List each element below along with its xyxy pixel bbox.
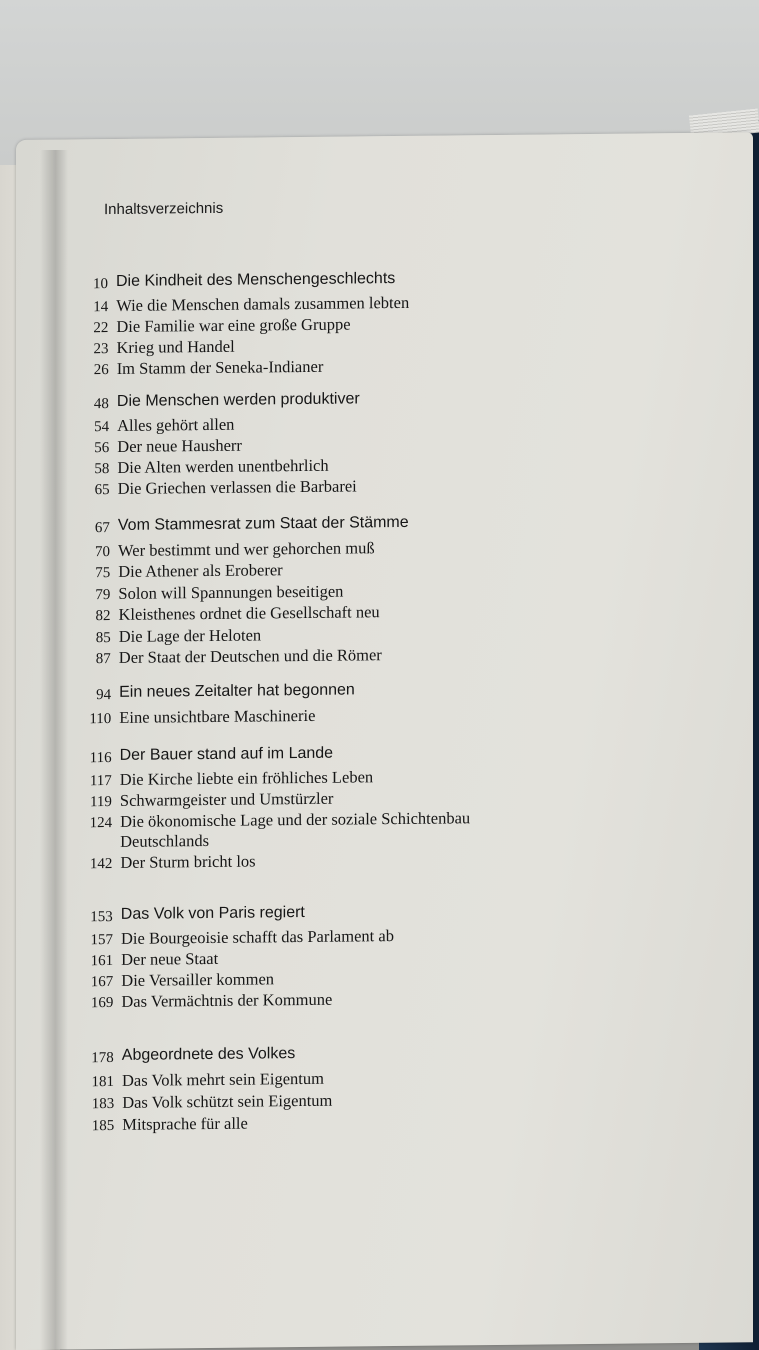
- toc-page-number: 54: [94, 419, 110, 436]
- toc-title-text: Der neue Hausherr: [117, 435, 242, 456]
- toc-heading: Inhaltsverzeichnis: [104, 199, 224, 219]
- toc-title-continuation: Deutschlands: [120, 830, 209, 851]
- toc-title-text: Im Stamm der Seneka-Indianer: [116, 356, 324, 378]
- toc-title-text: Das Volk von Paris regiert: [120, 903, 305, 923]
- toc-title-text: Die Familie war eine große Gruppe: [116, 314, 351, 336]
- toc-title-text: Der Bauer stand auf im Lande: [119, 744, 334, 764]
- toc-title-text: Alles gehört allen: [117, 414, 235, 435]
- toc-title: [120, 808, 470, 852]
- toc-title: [116, 270, 395, 291]
- toc-title: [121, 969, 274, 991]
- toc-page-number: 48: [93, 396, 109, 413]
- toc-page-number: 22: [93, 320, 109, 337]
- toc-title-text: Ein neues Zeitalter hat begonnen: [119, 681, 355, 701]
- toc-page-number: 14: [93, 299, 109, 316]
- book-page: [16, 132, 753, 1350]
- toc-title: [118, 476, 357, 499]
- toc-page-number: 79: [95, 586, 111, 603]
- toc-title-text: Vom Stammesrat zum Staat der Stämme: [117, 513, 409, 534]
- toc-title-text: Das Vermächtnis der Kommune: [121, 989, 333, 1011]
- toc-page-number: 124: [89, 814, 113, 832]
- toc-page-number: 119: [89, 793, 112, 811]
- toc-title-text: Wie die Menschen damals zusammen lebten: [116, 292, 410, 315]
- toc-title-text: Abgeordnete des Volkes: [121, 1045, 296, 1064]
- toc-page-number: 117: [89, 772, 112, 790]
- toc-page-number: 70: [95, 543, 110, 560]
- toc-title: [119, 681, 355, 701]
- toc-title: [120, 851, 255, 872]
- toc-title-text: Mitsprache für alle: [122, 1113, 248, 1134]
- toc-title: [117, 337, 235, 358]
- toc-title-text: Die Menschen werden produktiver: [116, 390, 360, 410]
- spine-shadow: [40, 150, 68, 1350]
- toc-title-text: Wer bestimmt und wer gehorchen muß: [118, 537, 375, 560]
- toc-page-number: 178: [91, 1049, 114, 1067]
- toc-page-number: 85: [95, 629, 111, 646]
- toc-page-number: 75: [95, 565, 111, 582]
- toc-title: [121, 949, 218, 970]
- toc-title: [116, 293, 409, 316]
- toc-page-number: 181: [91, 1073, 114, 1091]
- toc-title: [122, 1045, 295, 1065]
- toc-page-number: 169: [90, 994, 114, 1012]
- toc-title-text: Die Athener als Eroberer: [118, 560, 283, 581]
- toc-title-text: Solon will Spannungen beseitigen: [118, 581, 344, 603]
- toc-page-number: 185: [91, 1117, 115, 1135]
- toc-title: [118, 538, 375, 561]
- toc-title: [122, 1069, 324, 1091]
- toc-page-number: 183: [91, 1095, 115, 1113]
- toc-page-number: 56: [94, 440, 110, 457]
- toc-page-number: 142: [89, 855, 113, 873]
- toc-page-number: 110: [89, 711, 112, 728]
- toc-title-text: Die Kirche liebte ein fröhliches Leben: [119, 767, 374, 789]
- toc-title: [119, 645, 382, 668]
- toc-title-text: Das Volk mehrt sein Eigentum: [122, 1068, 324, 1090]
- toc-title: [117, 456, 328, 478]
- toc-page-number: 161: [90, 952, 114, 970]
- toc-title: [121, 990, 332, 1012]
- toc-page-number: 87: [95, 651, 111, 668]
- toc-title: [122, 1091, 332, 1113]
- toc-page-number: 153: [90, 908, 113, 926]
- toc-title: [117, 436, 242, 457]
- toc-title-text: Der neue Staat: [121, 948, 219, 969]
- toc-title: [120, 745, 333, 765]
- toc-title-text: Die Bourgeoisie schafft das Parlament ab: [121, 926, 394, 948]
- toc-page-number: 58: [94, 461, 110, 478]
- toc-title: [117, 415, 234, 436]
- toc-title: [117, 357, 324, 379]
- toc-page-number: 23: [93, 341, 109, 358]
- toc-title: [120, 767, 373, 790]
- toc-page-number: 26: [93, 362, 109, 379]
- toc-title-text: Schwarmgeister und Umstürzler: [119, 788, 334, 810]
- toc-title: [119, 602, 380, 625]
- toc-page-number: 67: [94, 520, 110, 537]
- toc-title: [119, 706, 315, 728]
- toc-title-text: Kleisthenes ordnet die Gesellschaft neu: [118, 602, 380, 624]
- toc-title-text: Der Sturm bricht los: [120, 851, 256, 872]
- toc-title: [119, 625, 261, 646]
- toc-title-text: Die ökonomische Lage und der soziale Schichtenbau: [120, 808, 471, 831]
- toc-page-number: 167: [90, 973, 114, 991]
- toc-page-number: 65: [94, 482, 110, 499]
- toc-page-number: 116: [89, 749, 112, 767]
- toc-title-text: Krieg und Handel: [116, 336, 235, 357]
- toc-title-text: Eine unsichtbare Maschinerie: [119, 705, 316, 727]
- toc-page-number: 157: [90, 931, 113, 949]
- toc-title: [116, 314, 350, 336]
- toc-title-text: Die Griechen verlassen die Barbarei: [117, 476, 357, 498]
- toc-title-text: Die Versailler kommen: [121, 969, 275, 990]
- toc-title-text: Die Kindheit des Menschengeschlechts: [116, 270, 396, 290]
- toc-page-number: 82: [95, 608, 111, 625]
- toc-title: [120, 789, 334, 811]
- toc-title: [118, 560, 282, 582]
- toc-page-number: 10: [93, 276, 108, 293]
- toc-title: [118, 514, 409, 535]
- toc-title: [121, 904, 305, 924]
- toc-title-text: Der Staat der Deutschen und die Römer: [118, 645, 382, 667]
- toc-title: [122, 1114, 248, 1135]
- toc-title-text: Die Lage der Heloten: [118, 624, 262, 646]
- toc-title: [118, 581, 343, 603]
- toc-page-number: 94: [96, 687, 112, 704]
- toc-title-text: Die Alten werden unentbehrlich: [117, 455, 329, 477]
- toc-title: [121, 926, 394, 949]
- toc-title-text: Das Volk schützt sein Eigentum: [122, 1090, 333, 1112]
- toc-title: [117, 390, 360, 411]
